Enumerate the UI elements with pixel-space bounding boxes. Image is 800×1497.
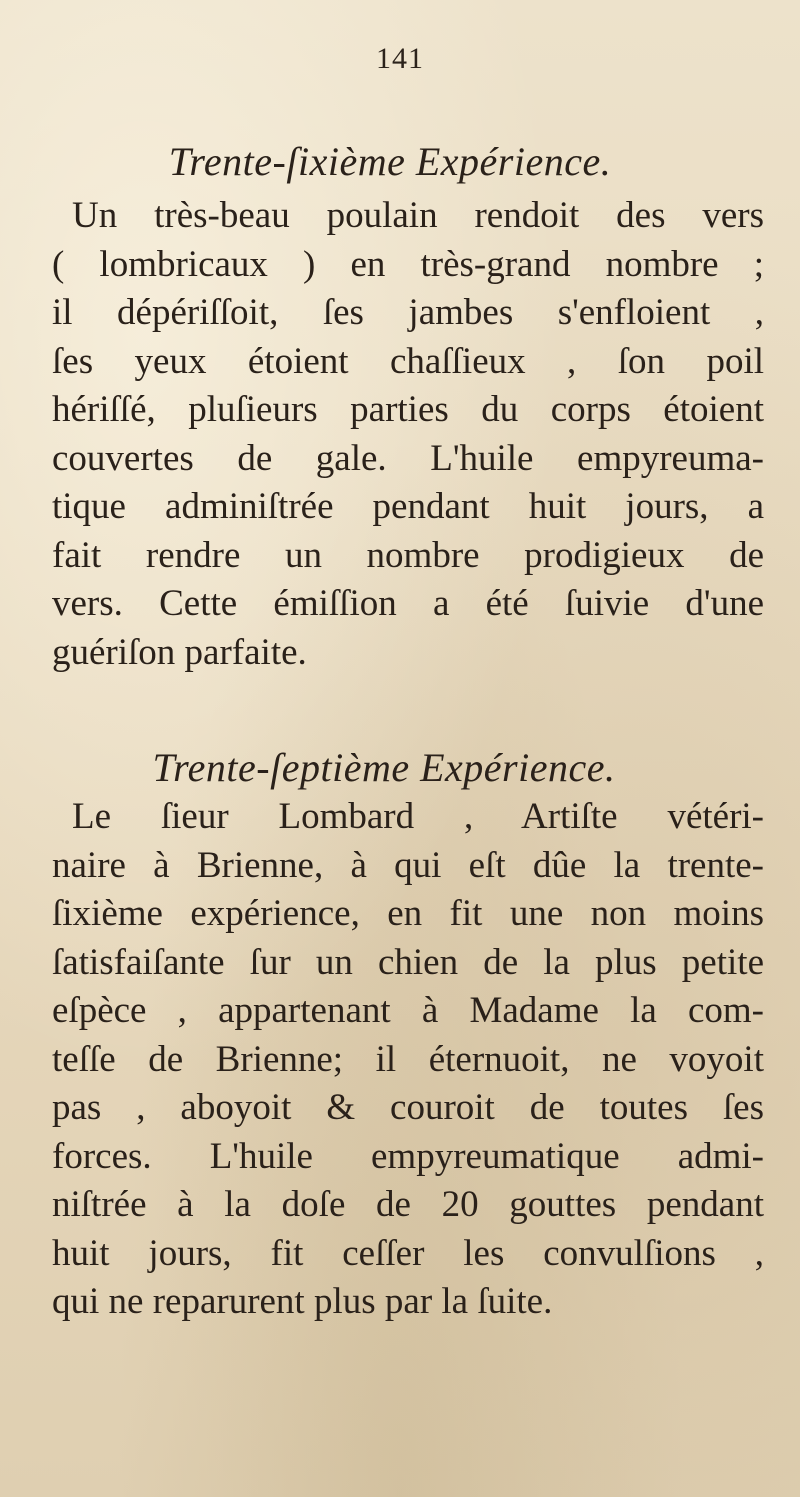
section-heading-37: Trente-ſeptième Expérience.	[152, 745, 616, 790]
text-line: Le ſieur Lombard , Artiſte vétéri-	[72, 796, 764, 837]
text-line: hériſſé, pluſieurs parties du corps étoient	[52, 389, 764, 430]
page-number: 141	[376, 42, 424, 75]
text-line: qui ne reparurent plus par la ſuite.	[52, 1281, 553, 1322]
text-line: forces. L'huile empyreumatique admi-	[52, 1135, 764, 1177]
text-line: ſes yeux étoient chaſſieux , ſon poil	[52, 340, 764, 382]
section-heading-36: Trente-ſixième Expérience.	[168, 139, 612, 184]
text-line: guériſon parfaite.	[52, 631, 307, 673]
text-line: Un très-beau poulain rendoit des vers	[72, 195, 764, 236]
text-line: ſatisfaiſante ſur un chien de la plus petite	[52, 941, 764, 983]
text-line: teſſe de Brienne; il éternuoit, ne voyoit	[52, 1038, 764, 1080]
text-line: ſixième expérience, en fit une non moins	[52, 893, 764, 934]
paragraph-37	[52, 793, 764, 1327]
text-line: eſpèce , appartenant à Madame la com-	[52, 990, 764, 1031]
text-line: couvertes de gale. L'huile empyreuma-	[52, 437, 764, 479]
text-line: huit jours, fit ceſſer les convulſions ,	[52, 1232, 764, 1274]
text-line: tique adminiſtrée pendant huit jours, a	[52, 486, 764, 527]
text-line: niſtrée à la doſe de 20 gouttes pendant	[52, 1184, 764, 1225]
paragraph-36	[52, 192, 764, 677]
text-line: naire à Brienne, à qui eſt dûe la trente-	[52, 844, 764, 886]
text-line: pas , aboyoit & couroit de toutes ſes	[52, 1087, 764, 1128]
text-line: fait rendre un nombre prodigieux de	[52, 534, 764, 576]
text-line: ( lombricaux ) en très-grand nombre ;	[52, 243, 764, 285]
text-line: il dépériſſoit, ſes jambes s'enfloient ,	[52, 292, 764, 333]
text-line: vers. Cette émiſſion a été ſuivie d'une	[52, 583, 764, 624]
